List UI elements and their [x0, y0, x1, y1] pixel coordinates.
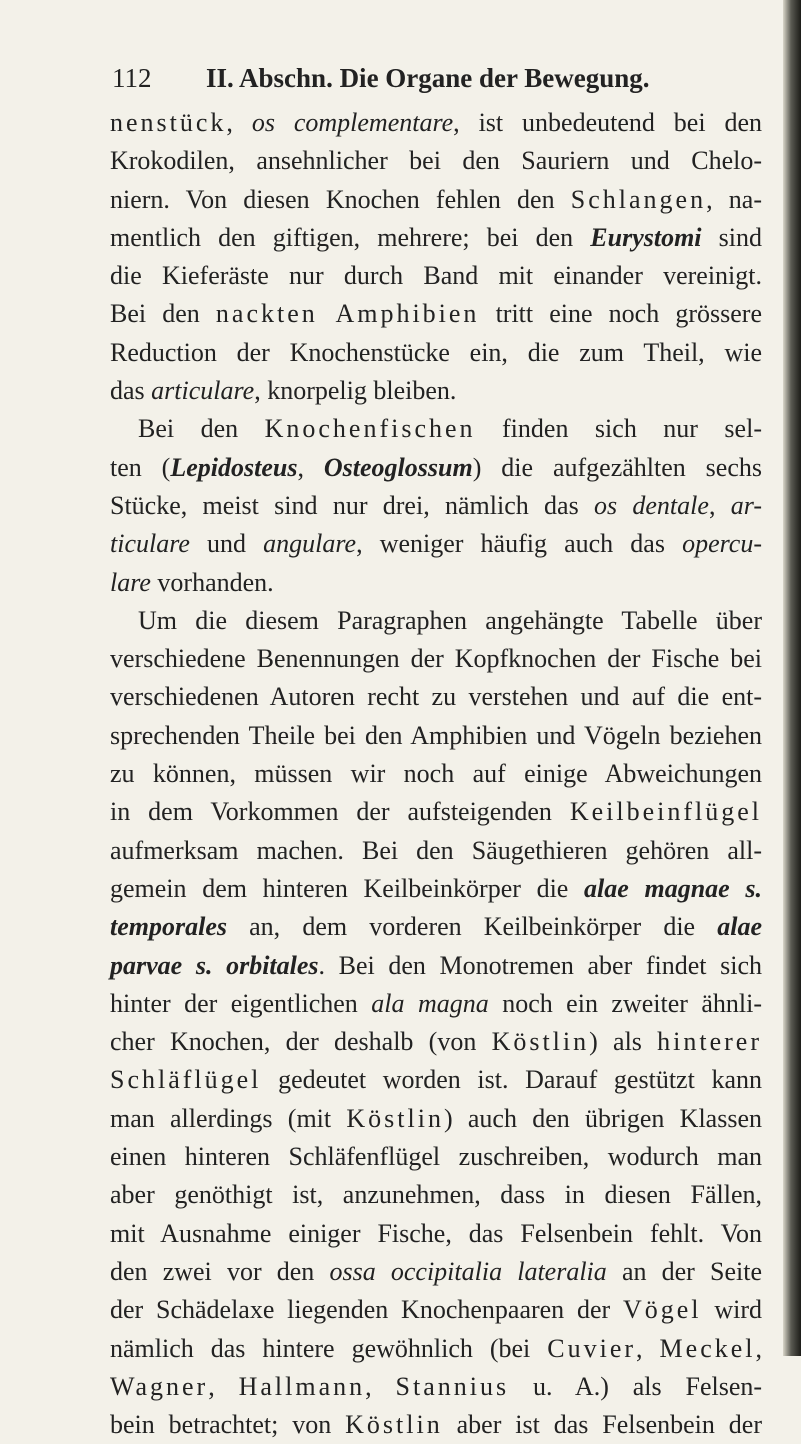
text-line — [110, 1023, 762, 1061]
running-header — [112, 58, 732, 98]
text-line — [110, 1330, 762, 1368]
emphasized-text: articulare — [151, 376, 255, 406]
text-run: sprechenden Theile bei den Amphibien und Vögeln beziehen — [110, 720, 762, 750]
text-run: das — [110, 376, 152, 406]
text-line — [110, 410, 762, 448]
text-run: Bei den — [138, 414, 265, 444]
text-run: . Bei den Monotremen aber findet sich — [318, 950, 763, 980]
text-run: , na- — [706, 184, 762, 214]
page-number: 112 — [112, 63, 152, 93]
emphasized-text: alae — [717, 912, 762, 942]
text-run: und — [189, 529, 264, 559]
emphasized-text: alae magnae s. — [584, 873, 762, 903]
text-line — [110, 372, 762, 410]
emphasized-text: Lepidosteus — [170, 452, 298, 482]
text-run: verschiedenen Autoren recht zu verstehen und auf die ent- — [110, 682, 762, 712]
text-run: finden sich nur sel- — [475, 414, 762, 444]
text-run: , — [365, 1371, 396, 1401]
text-run: an der Seite — [606, 1256, 762, 1286]
text-run: Reduction der Knochenstücke ein, die zum Theil, wie — [110, 337, 762, 367]
text-run: ) auch den übrigen Klassen — [443, 1103, 762, 1133]
text-run: in dem Vorkommen der aufsteigenden — [110, 797, 570, 827]
emphasized-text: angulare — [263, 529, 357, 559]
text-line — [110, 257, 762, 295]
page-edge-shadow — [783, 0, 801, 1356]
text-run: niern. Von diesen Knochen fehlen den — [110, 184, 571, 214]
text-run: tritt eine noch grössere — [479, 299, 762, 329]
text-run: der Schädelaxe liegenden Knochenpaaren der — [110, 1295, 623, 1325]
text-line — [110, 832, 762, 870]
text-line — [110, 525, 762, 563]
text-run: , — [226, 108, 252, 137]
emphasized-text: hinterer — [657, 1027, 762, 1057]
emphasized-text: Stannius — [395, 1371, 510, 1401]
text-run: , knorpelig bleiben. — [254, 376, 457, 406]
body-text — [110, 104, 762, 1444]
text-run: gedeutet worden ist. Darauf gestützt kann — [261, 1065, 762, 1095]
text-run: die Kieferäste nur durch Band mit einander vereinigt. — [110, 261, 762, 291]
text-run: mentlich den giftigen, mehrere; bei den — [110, 222, 591, 252]
emphasized-text: parvae s. orbitales — [110, 950, 319, 980]
text-run: einen hinteren Schläfenflügel zuschreiben, wodurch man — [110, 1142, 762, 1172]
text-run: ten ( — [110, 452, 171, 482]
text-run: sind — [701, 222, 762, 252]
text-run: , — [708, 490, 731, 520]
text-line — [110, 487, 762, 525]
text-run: Stücke, meist sind nur drei, nämlich das — [110, 490, 594, 520]
emphasized-text: ossa occipitalia lateralia — [329, 1256, 607, 1286]
emphasized-text: Köstlin — [491, 1027, 590, 1057]
text-run: cher Knochen, der deshalb (von — [110, 1027, 492, 1057]
text-run: , — [755, 1333, 763, 1363]
text-line — [110, 1100, 762, 1138]
emphasized-text: ar- — [730, 490, 762, 520]
text-line — [110, 1368, 762, 1406]
text-run: den zwei vor den — [110, 1256, 330, 1286]
text-line — [110, 1406, 762, 1444]
emphasized-text: nackten Amphibien — [215, 299, 480, 329]
text-run: vorhanden. — [150, 567, 274, 597]
text-line — [110, 602, 762, 640]
emphasized-text: temporales — [110, 912, 227, 942]
emphasized-text: opercu- — [682, 529, 762, 559]
text-run: , weniger häufig auch das — [356, 529, 683, 559]
text-line — [110, 449, 762, 487]
emphasized-text: lare — [110, 567, 151, 597]
text-line — [110, 564, 762, 602]
running-title: II. Abschn. Die Organe der Bewegung. — [206, 63, 650, 93]
text-line — [110, 104, 762, 142]
emphasized-text: Hallmann — [238, 1371, 366, 1401]
emphasized-text: Vögel — [622, 1295, 702, 1325]
emphasized-text: ticulare — [110, 529, 190, 559]
emphasized-text: Eurystomi — [590, 222, 702, 252]
text-line — [110, 1253, 762, 1291]
emphasized-text: nenstück — [110, 108, 227, 137]
emphasized-text: Cuvier — [547, 1333, 637, 1363]
text-line — [110, 640, 762, 678]
text-run: aber genöthigt ist, anzunehmen, dass in diesen Fällen, — [110, 1180, 762, 1210]
text-line — [110, 219, 762, 257]
text-run: an, dem vorderen Keilbeinkörper die — [227, 912, 718, 942]
text-line — [110, 181, 762, 219]
text-run: wird — [701, 1295, 762, 1325]
text-run: man allerdings (mit — [110, 1103, 347, 1133]
text-run: hinter der eigentlichen — [110, 988, 372, 1018]
text-run: Krokodilen, ansehnlicher bei den Sauriern und Chelo- — [110, 146, 762, 176]
text-line — [110, 678, 762, 716]
text-run: Um die diesem Paragraphen angehängte Tabelle über — [138, 605, 762, 635]
text-run: , — [297, 452, 324, 482]
text-line — [110, 870, 762, 908]
emphasized-text: os complementare — [251, 108, 454, 137]
text-line — [110, 793, 762, 831]
text-run: zu können, müssen wir noch auf einige Abweichungen — [110, 759, 762, 789]
text-run: ) als — [589, 1027, 658, 1057]
text-run: ) die aufgezählten sechs — [472, 452, 762, 482]
text-line — [110, 142, 762, 180]
emphasized-text: Keilbeinflügel — [569, 797, 762, 827]
text-run: , — [208, 1371, 239, 1401]
text-run: bein betrachtet; von — [110, 1410, 346, 1440]
text-run: Bei den — [110, 299, 216, 329]
text-line — [110, 947, 762, 985]
text-run: noch ein zweiter ähnli- — [488, 988, 763, 1018]
text-line — [110, 1176, 762, 1214]
text-line — [110, 717, 762, 755]
text-run: nämlich das hintere gewöhnlich (bei — [110, 1333, 548, 1363]
text-run: verschiedene Benennungen der Kopfknochen der Fische bei — [110, 644, 762, 674]
emphasized-text: Osteoglossum — [323, 452, 473, 482]
text-run: aufmerksam machen. Bei den Säugethieren gehören all- — [110, 835, 762, 865]
emphasized-text: Schläflügel — [110, 1065, 262, 1095]
emphasized-text: Knochenfischen — [264, 414, 476, 444]
text-line — [110, 908, 762, 946]
text-line — [110, 1138, 762, 1176]
text-line — [110, 334, 762, 372]
text-line — [110, 985, 762, 1023]
emphasized-text: os dentale — [593, 490, 709, 520]
emphasized-text: Köstlin — [345, 1410, 443, 1440]
text-line — [110, 1215, 762, 1253]
emphasized-text: ala magna — [371, 988, 489, 1018]
emphasized-text: Wagner — [110, 1371, 209, 1401]
text-line — [110, 755, 762, 793]
text-run: gemein dem hinteren Keilbeinkörper die — [110, 873, 585, 903]
text-run: aber ist das Felsenbein der — [442, 1410, 762, 1440]
text-line — [110, 1291, 762, 1329]
text-run: mit Ausnahme einiger Fische, das Felsenbein fehlt. Von — [110, 1218, 762, 1248]
text-run: , ist unbedeutend bei den — [453, 108, 762, 137]
text-run: u. A.) als Felsen- — [509, 1371, 763, 1401]
text-line — [110, 295, 762, 333]
text-line — [110, 1061, 762, 1099]
emphasized-text: Köstlin — [346, 1103, 444, 1133]
emphasized-text: Meckel — [659, 1333, 756, 1363]
text-run: , — [636, 1333, 660, 1363]
emphasized-text: Schlangen — [570, 184, 707, 214]
